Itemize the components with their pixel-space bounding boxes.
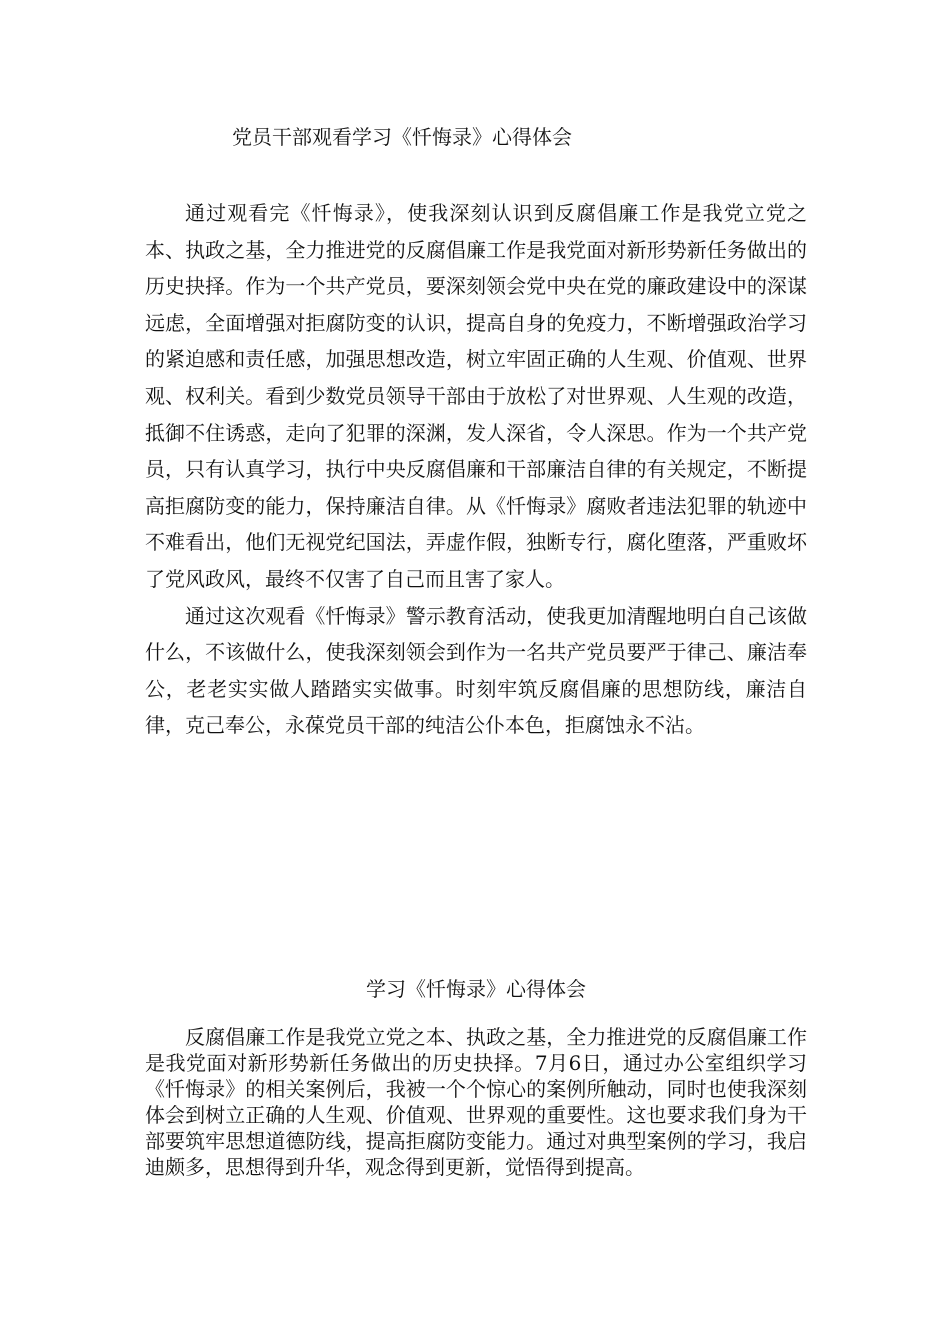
article2-body <box>145 1024 807 1180</box>
article2-title: 学习《忏悔录》心得体会 <box>366 977 586 1001</box>
article1-paragraph-2: 通过这次观看《忏悔录》警示教育活动，使我更加清醒地明白自己该做什么，不该做什么，使我深刻领会到作为一名共产党员要严于律己、廉洁奉公，老老实实做人踏踏实实做事。时刻牢筑反腐倡廉的思想防线，廉洁自律，克己奉公，永葆党员干部的纯洁公仆本色，拒腐蚀永不沾。 <box>145 603 807 738</box>
article1-paragraph-1: 通过观看完《忏悔录》，使我深刻认识到反腐倡廉工作是我党立党之本、执政之基，全力推进党的反腐倡廉工作是我党面对新形势新任务做出的历史抉择。作为一个共产党员，要深刻领会党中央在党的廉政建设中的深谋远虑，全面增强对拒腐防变的认识，提高自身的免疫力，不断增强政治学习的紧迫感和责任感，加强思想改造，树立牢固正确的人生观、价值观、世界观、权利关。看到少数党员领导干部由于放松了对世界观、人生观的改造，抵御不住诱惑，走向了犯罪的深渊，发人深省，令人深思。作为一个共产党员，只有认真学习，执行中央反腐倡廉和干部廉洁自律的有关规定，不断提高拒腐防变的能力，保持廉洁自律。从《忏悔录》腐败者违法犯罪的轨迹中不难看出，他们无视党纪国法，弄虚作假，独断专行，腐化堕落，严重败坏了党风政风，最终不仅害了自己而且害了家人。 <box>145 201 807 591</box>
article1-body <box>145 195 807 744</box>
article1-title: 党员干部观看学习《忏悔录》心得体会 <box>232 125 572 149</box>
article2-paragraph-1: 反腐倡廉工作是我党立党之本、执政之基，全力推进党的反腐倡廉工作是我党面对新形势新任务做出的历史抉择。7月6日，通过办公室组织学习《忏悔录》的相关案例后，我被一个个惊心的案例所触动，同时也使我深刻体会到树立正确的人生观、价值观、世界观的重要性。这也要求我们身为干部要筑牢思想道德防线，提高拒腐防变能力。通过对典型案例的学习，我启迪颇多，思想得到升华，观念得到更新，觉悟得到提高。 <box>145 1025 807 1179</box>
